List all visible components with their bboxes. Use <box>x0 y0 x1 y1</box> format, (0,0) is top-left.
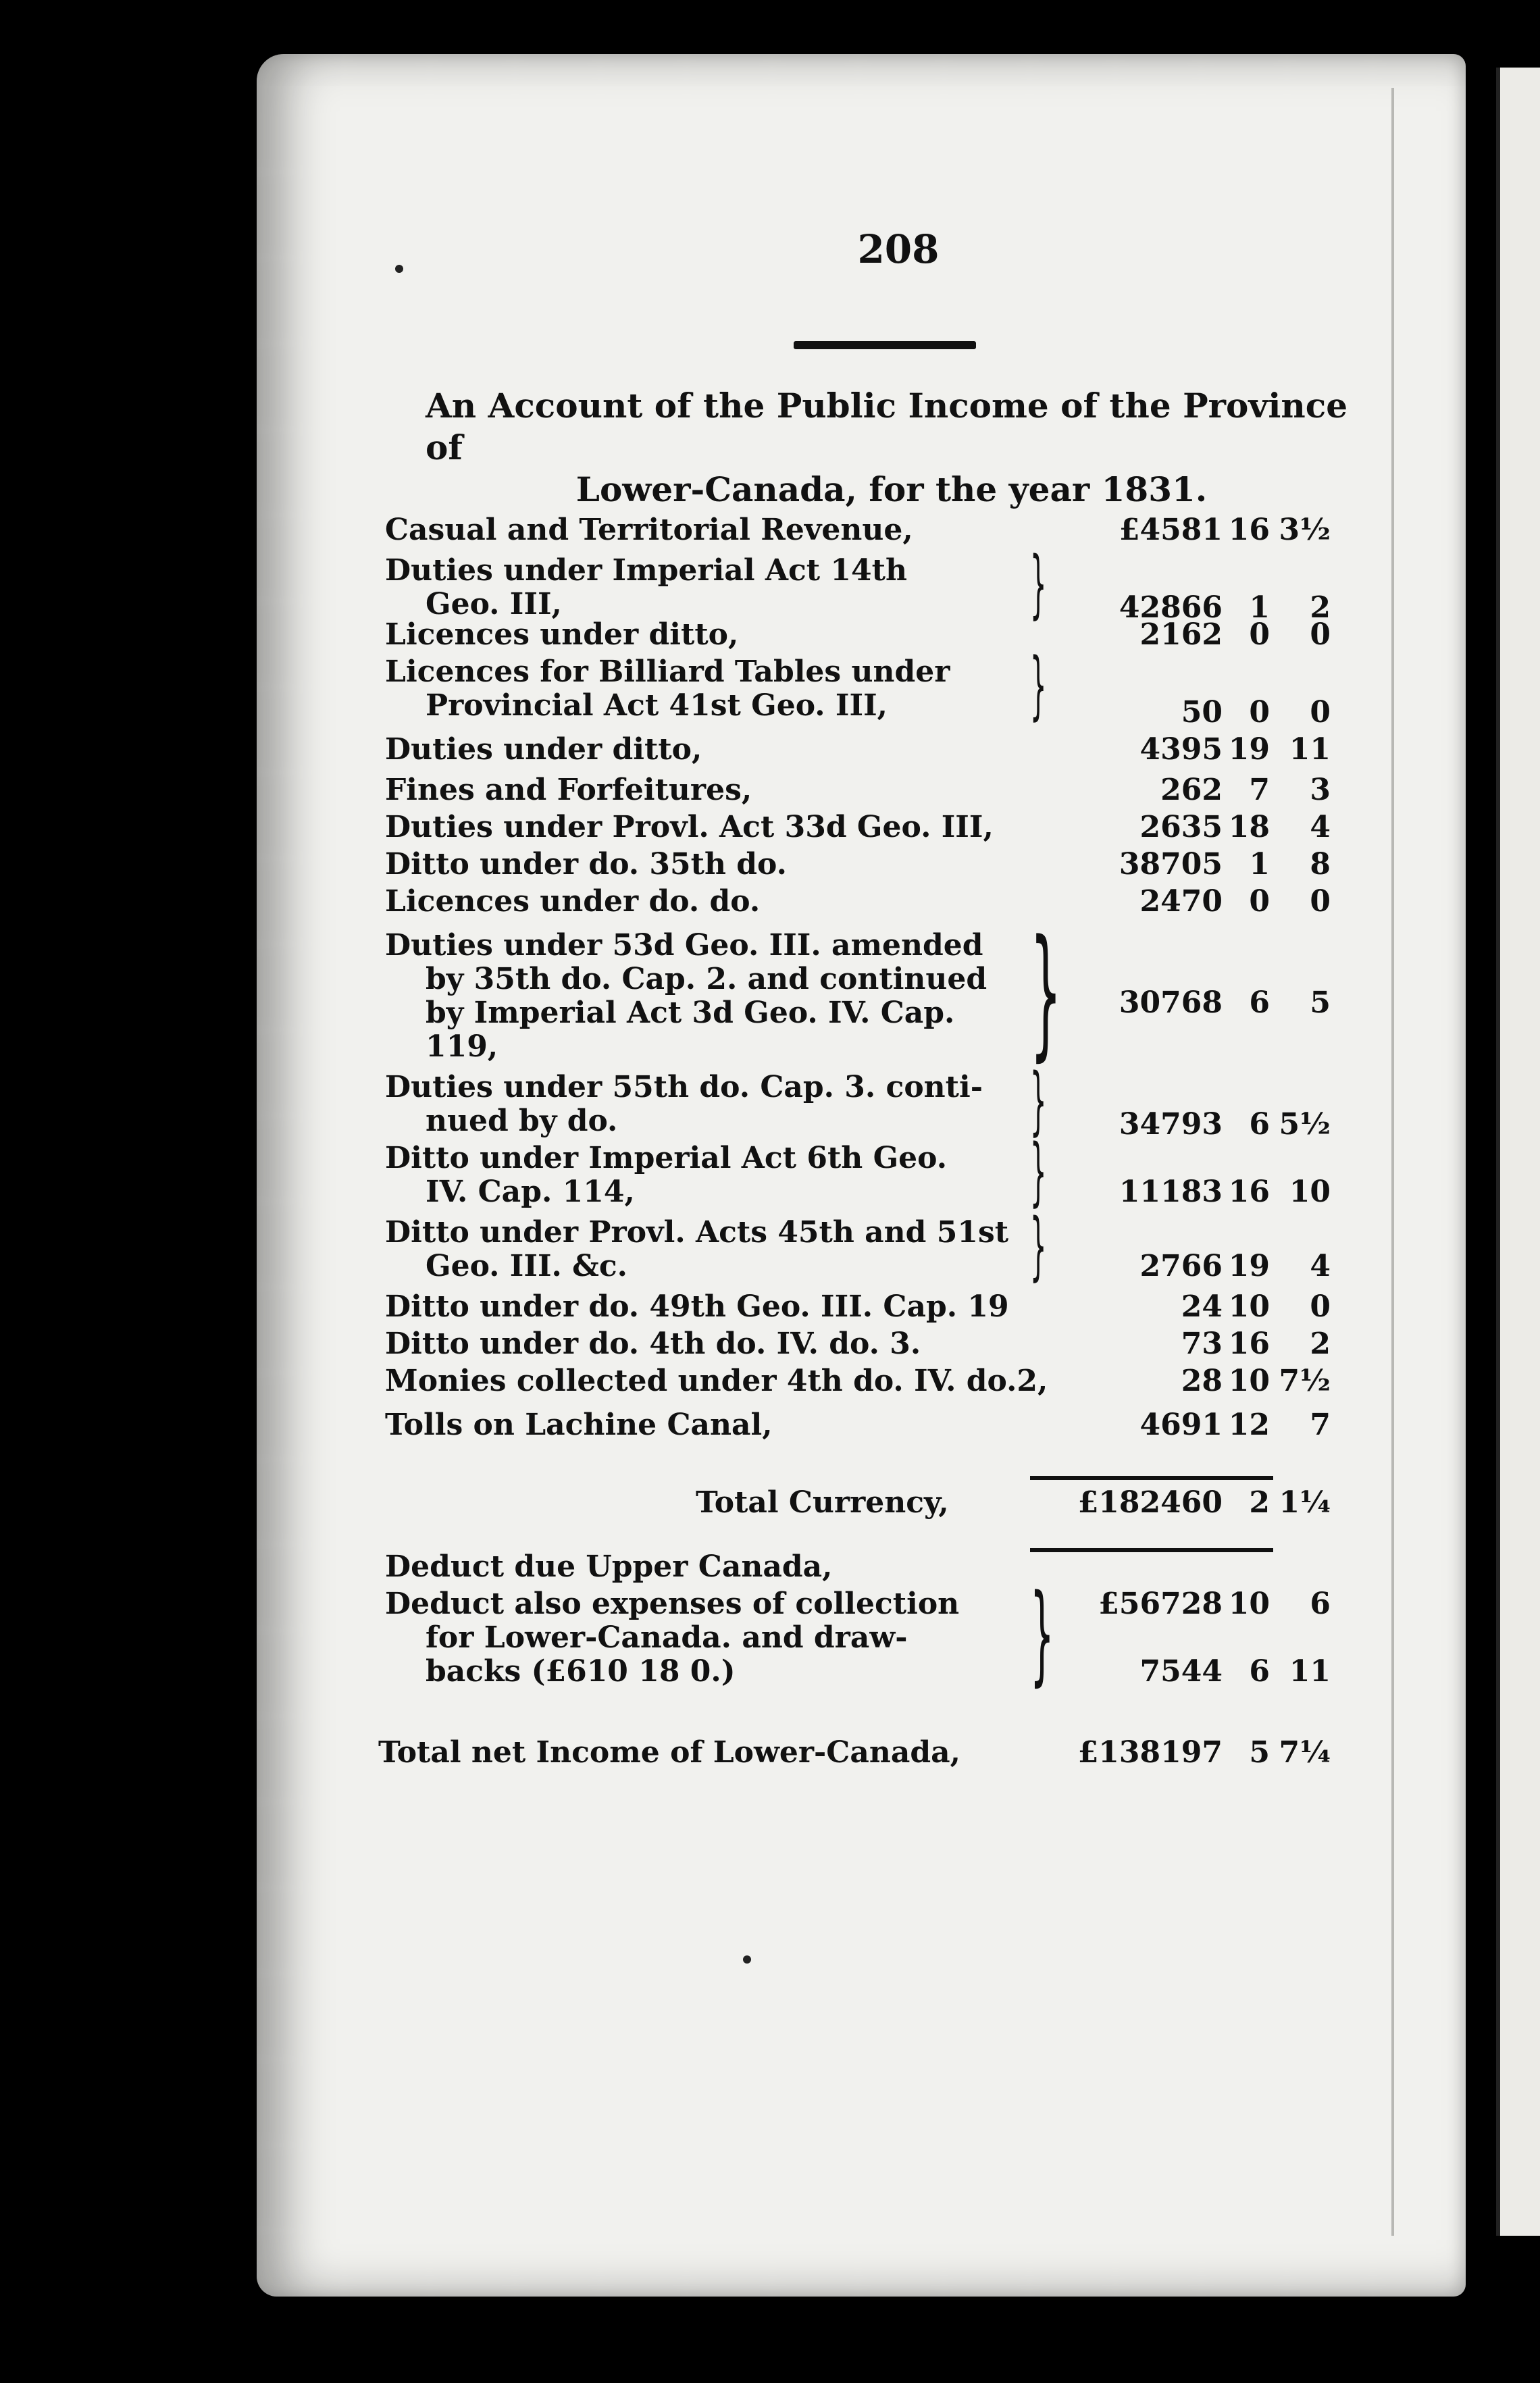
shillings-amount: 5 <box>1249 1735 1270 1770</box>
description-line: Licences under ditto, <box>385 617 739 652</box>
description-line: Monies collected under 4th do. IV. do.2, <box>385 1364 1048 1398</box>
pounds-amount: 50 <box>1181 695 1223 729</box>
net-total-label: Total net Income of Lower-Canada, <box>378 1735 960 1770</box>
description-line: Ditto under Provl. Acts 45th and 51st <box>385 1215 1009 1250</box>
pounds-amount: 34793 <box>1119 1107 1223 1142</box>
row-description <box>385 618 1033 652</box>
title-line-2: Lower-Canada, for the year 1831. <box>575 469 1208 509</box>
pence-amount: 0 <box>1310 617 1331 652</box>
description-line: Geo. III, <box>426 587 562 621</box>
description-line: Geo. III. &c. <box>426 1249 627 1283</box>
description-line: Licences under do. do. <box>385 884 761 919</box>
shillings-amount: 19 <box>1228 1249 1270 1283</box>
description-line: Tolls on Lachine Canal, <box>385 1408 773 1442</box>
pounds-amount: 11183 <box>1119 1175 1223 1209</box>
sum-rule <box>1030 1476 1273 1480</box>
shillings-amount: 6 <box>1249 1107 1270 1142</box>
shillings-amount: 16 <box>1228 1327 1270 1361</box>
row-description <box>385 885 1033 919</box>
row-description <box>385 848 1033 881</box>
description-line: Casual and Territorial Revenue, <box>385 513 913 547</box>
pounds-amount: £4581 <box>1119 513 1223 547</box>
description-line: backs (£610 18 0.) <box>426 1654 736 1689</box>
pounds-amount: £182460 <box>1077 1485 1223 1520</box>
row-description <box>385 1071 1033 1138</box>
row-description <box>385 554 1033 621</box>
pounds-amount: 2766 <box>1139 1249 1223 1283</box>
brace-icon: } <box>1030 540 1047 627</box>
brace-icon: } <box>1030 1057 1047 1144</box>
pounds-amount: 42866 <box>1119 590 1223 625</box>
description-line: Fines and Forfeitures, <box>385 773 752 807</box>
pence-amount: 7¼ <box>1279 1735 1331 1770</box>
pence-amount: 2 <box>1310 590 1331 625</box>
pounds-amount: 30768 <box>1119 985 1223 1020</box>
description-line: IV. Cap. 114, <box>426 1175 635 1209</box>
description-line: nued by do. <box>426 1104 618 1138</box>
row-description <box>385 655 1033 723</box>
pounds-amount: 24 <box>1181 1289 1223 1324</box>
pence-amount: 2 <box>1310 1327 1331 1361</box>
pence-amount: 5 <box>1310 985 1331 1020</box>
shillings-amount: 0 <box>1249 884 1270 919</box>
sum-rule <box>1030 1548 1273 1552</box>
row-description <box>385 1327 1033 1361</box>
description-line: Duties under 55th do. Cap. 3. conti- <box>385 1070 983 1104</box>
shillings-amount: 0 <box>1249 617 1270 652</box>
pounds-amount: 262 <box>1160 773 1223 807</box>
pence-amount: 4 <box>1310 1249 1331 1283</box>
description-line: Deduct due Upper Canada, <box>385 1549 833 1584</box>
row-description <box>385 1364 1048 1398</box>
pounds-amount: 7544 <box>1139 1654 1223 1689</box>
shillings-amount: 1 <box>1249 847 1270 881</box>
row-description <box>385 1142 1033 1209</box>
pence-amount: 4 <box>1310 810 1331 844</box>
pounds-amount: 2635 <box>1139 810 1223 844</box>
shillings-amount: 6 <box>1249 985 1270 1020</box>
description-line: Duties under Provl. Act 33d Geo. III, <box>385 810 994 844</box>
row-description <box>385 1587 1033 1689</box>
description-line: for Lower-Canada. and draw- <box>426 1620 908 1655</box>
description-line: Ditto under do. 4th do. IV. do. 3. <box>385 1327 921 1361</box>
shillings-amount: 16 <box>1228 1175 1270 1209</box>
pence-amount: 11 <box>1289 732 1331 767</box>
pence-amount: 3½ <box>1279 513 1331 547</box>
pence-amount: 6 <box>1310 1587 1331 1621</box>
pence-amount: 8 <box>1310 847 1331 881</box>
shillings-amount: 12 <box>1228 1408 1270 1442</box>
row-description <box>385 1216 1033 1283</box>
pence-amount: 11 <box>1289 1654 1331 1689</box>
description-line: Ditto under Imperial Act 6th Geo. <box>385 1141 948 1175</box>
pence-amount: 0 <box>1310 695 1331 729</box>
pence-amount: 7 <box>1310 1408 1331 1442</box>
description-line: by Imperial Act 3d Geo. IV. Cap. <box>426 996 955 1030</box>
shillings-amount: 19 <box>1228 732 1270 767</box>
row-description <box>385 513 1033 547</box>
print-speck <box>395 265 403 273</box>
brace-icon: } <box>1030 909 1062 1075</box>
description-line: Ditto under do. 35th do. <box>385 847 787 881</box>
pounds-amount: 28 <box>1181 1364 1223 1398</box>
shillings-amount: 7 <box>1249 773 1270 807</box>
shillings-amount: 2 <box>1249 1485 1270 1520</box>
description-line: Duties under ditto, <box>385 732 702 767</box>
brace-icon: } <box>1030 1202 1047 1289</box>
row-description <box>385 1290 1033 1324</box>
description-line: Duties under Imperial Act 14th <box>385 553 907 588</box>
description-line: Ditto under do. 49th Geo. III. Cap. 19 <box>385 1289 1009 1324</box>
pence-amount: 1¼ <box>1279 1485 1331 1520</box>
description-line: Duties under 53d Geo. III. amended <box>385 928 983 963</box>
description-line: Provincial Act 41st Geo. III, <box>426 688 888 723</box>
description-line: Deduct also expenses of collection <box>385 1587 960 1621</box>
title-line-1: An Account of the Public Income of the Province of <box>426 386 1348 467</box>
pence-amount: 3 <box>1310 773 1331 807</box>
print-speck <box>743 1955 751 1964</box>
pounds-amount: £56728 <box>1098 1587 1223 1621</box>
description-line: Licences for Billiard Tables under <box>385 655 950 689</box>
pounds-amount: 38705 <box>1119 847 1223 881</box>
pence-amount: 0 <box>1310 1289 1331 1324</box>
shillings-amount: 1 <box>1249 590 1270 625</box>
pounds-amount: 4691 <box>1139 1408 1223 1442</box>
pounds-amount: 2162 <box>1139 617 1223 652</box>
pence-amount: 5½ <box>1279 1107 1331 1142</box>
description-line: 119, <box>426 1029 498 1064</box>
row-description <box>385 1550 1033 1584</box>
shillings-amount: 10 <box>1228 1587 1270 1621</box>
row-description <box>385 733 1033 767</box>
pence-amount: 0 <box>1310 884 1331 919</box>
description-line: by 35th do. Cap. 2. and continued <box>426 962 987 996</box>
pounds-amount: 2470 <box>1139 884 1223 919</box>
pounds-amount: 4395 <box>1139 732 1223 767</box>
pounds-amount: £138197 <box>1077 1735 1223 1770</box>
pence-amount: 10 <box>1289 1175 1331 1209</box>
shillings-amount: 0 <box>1249 695 1270 729</box>
shillings-amount: 6 <box>1249 1654 1270 1689</box>
shillings-amount: 10 <box>1228 1364 1270 1398</box>
total-currency-label: Total Currency, <box>696 1485 949 1520</box>
shillings-amount: 16 <box>1228 513 1270 547</box>
pence-amount: 7½ <box>1279 1364 1331 1398</box>
row-description <box>385 773 1033 807</box>
shillings-amount: 18 <box>1228 810 1270 844</box>
row-description <box>385 1408 1033 1442</box>
shillings-amount: 10 <box>1228 1289 1270 1324</box>
brace-icon: } <box>1030 1128 1047 1214</box>
row-description <box>385 929 1033 1064</box>
page-number: 208 <box>857 226 940 272</box>
brace-icon: } <box>1030 642 1047 728</box>
pounds-amount: 73 <box>1181 1327 1223 1361</box>
brace-icon: } <box>1030 1570 1054 1697</box>
row-description <box>385 811 1033 844</box>
